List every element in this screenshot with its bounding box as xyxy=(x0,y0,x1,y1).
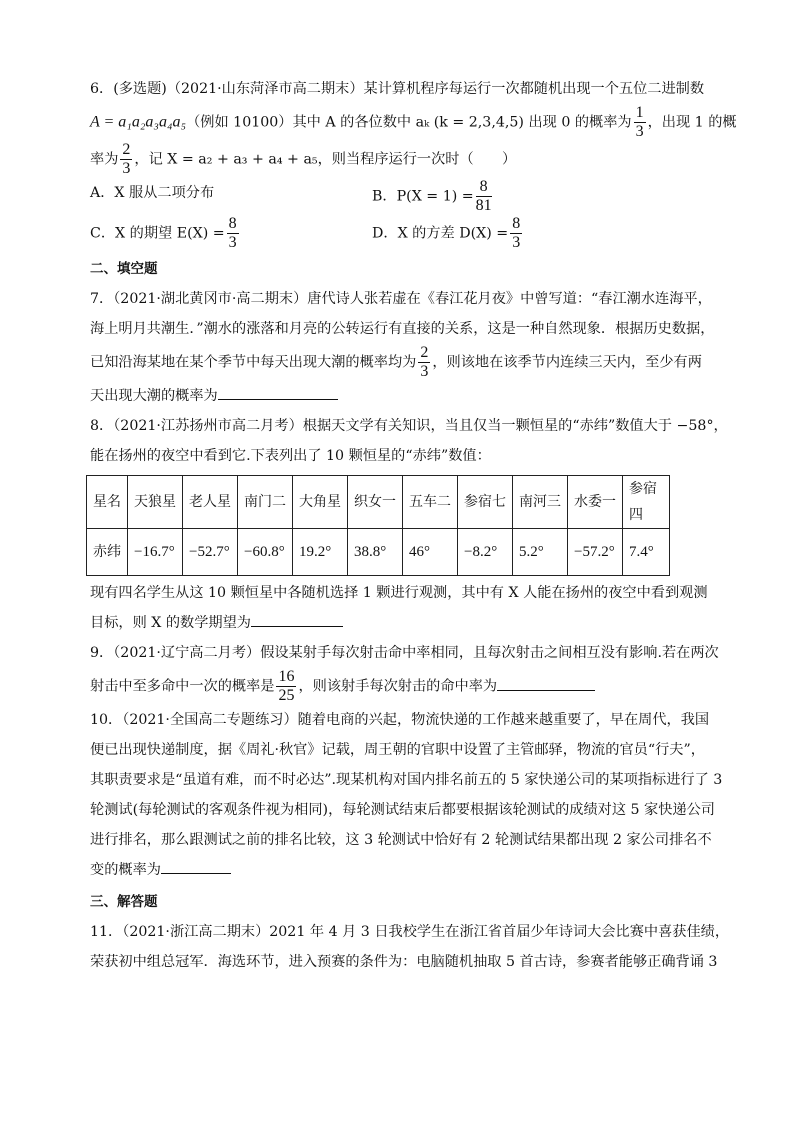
q6-option-c-den: 3 xyxy=(228,234,237,251)
q7-fraction xyxy=(418,344,430,381)
q9-line-2 xyxy=(90,668,770,705)
q6-option-c-label: C．X 的期望 E(X) = xyxy=(90,225,225,242)
table-cell: −52.7° xyxy=(183,529,238,576)
q6-prob-one-den: 3 xyxy=(122,160,131,177)
table-cell: 19.2° xyxy=(293,529,348,576)
document-page xyxy=(90,74,770,977)
q9-fraction xyxy=(276,668,296,705)
table-cell: 老人星 xyxy=(183,476,238,529)
table-cell: 南河三 xyxy=(513,476,568,529)
q8-line-3: 现有四名学生从这 10 颗恒星中各随机选择 1 颗进行观测，其中有 X 人能在扬州的夜空中看到观测 xyxy=(90,585,708,601)
q10-answer-blank[interactable] xyxy=(161,857,231,874)
table-cell: 水委一 xyxy=(568,476,623,529)
q8-line-1: 8．（2021·江苏扬州市高二月考）根据天文学有关知识，当且仅当一颗恒星的“赤纬”数值大于 −58°， xyxy=(90,418,728,434)
table-cell: 织女一 xyxy=(348,476,403,529)
table-cell: −8.2° xyxy=(458,529,513,576)
q6-options-row-1 xyxy=(90,178,770,215)
q10-line-2: 便已出现快递制度，据《周礼·秋官》记载，周王朝的官职中设置了主管邮驿，物流的官员“行夫”， xyxy=(90,742,705,758)
q6-line-3-tail: ，记 X = a₂ + a₃ + a₄ + a₅，则当程序运行一次时（ ） xyxy=(134,151,517,168)
q6-option-c-num: 8 xyxy=(228,215,237,232)
q10-line-4: 轮测试(每轮测试的客观条件视为相同)，每轮测试结束后都要根据该轮测试的成绩对这 5 家快递公司 xyxy=(90,802,715,818)
q9-line-1: 9．（2021·辽宁高二月考）假设某射手每次射击命中率相同，且每次射击之间相互没有影响.若在两次 xyxy=(90,645,719,661)
table-cell: 7.4° xyxy=(623,529,670,576)
q6-option-b xyxy=(372,178,654,215)
q7-line-3-tail: ，则该地在该季节内连续三天内，至少有两 xyxy=(432,354,702,371)
q6-option-a: A．X 服从二项分布 xyxy=(90,185,215,201)
q7-fraction-num: 2 xyxy=(420,344,429,361)
q6-option-c-fraction xyxy=(227,215,239,252)
q10-line-1: 10．（2021·全国高二专题练习）随着电商的兴起，物流快递的工作越来越重要了，早在周代，我国 xyxy=(90,712,710,728)
q9-fraction-num: 16 xyxy=(278,668,295,685)
table-cell: 5.2° xyxy=(513,529,568,576)
q6-line-2-tail: ，出现 1 的概 xyxy=(647,114,737,131)
table-cell: 天狼星 xyxy=(128,476,183,529)
q6-options-row-2 xyxy=(90,215,770,252)
q6-prob-one-fraction xyxy=(120,141,132,178)
q7-line-2: 海上明月共潮生．”潮水的涨落和月亮的公转运行有直接的关系，这是一种自然现象．根据历史数据， xyxy=(90,321,715,337)
q6-option-b-fraction xyxy=(476,178,492,215)
question-10 xyxy=(90,705,770,885)
table-cell: 五车二 xyxy=(403,476,458,529)
q6-option-b-den: 81 xyxy=(475,197,492,214)
q9-answer-blank[interactable] xyxy=(497,674,595,691)
q6-prob-zero-num: 1 xyxy=(635,104,644,121)
table-cell: 参宿四 xyxy=(623,476,670,529)
q6-option-d-label: D．X 的方差 D(X) = xyxy=(372,225,509,242)
q10-line-5: 进行排名，那么跟测试之前的排名比较，这 3 轮测试中恰好有 2 轮测试结果都出现 2 家公司排名不 xyxy=(90,832,712,848)
q10-line-6 xyxy=(90,855,770,885)
table-cell: 46° xyxy=(403,529,458,576)
q6-option-b-label: B．P(X = 1) = xyxy=(372,188,474,205)
table-cell: 38.8° xyxy=(348,529,403,576)
table-cell: 参宿七 xyxy=(458,476,513,529)
q9-line-2-tail: ，则该射手每次射击的命中率为 xyxy=(298,678,498,695)
section-solutions-heading: 三、解答题 xyxy=(90,894,158,910)
q6-prob-zero-fraction xyxy=(634,104,646,141)
q6-prob-zero-den: 3 xyxy=(635,123,644,140)
question-8 xyxy=(90,411,770,638)
question-6 xyxy=(90,74,770,252)
table-cell: 大角星 xyxy=(293,476,348,529)
q10-line-6-text: 变的概率为 xyxy=(90,862,161,878)
table-cell: 南门二 xyxy=(238,476,293,529)
question-7 xyxy=(90,284,770,411)
table-cell: −16.7° xyxy=(128,529,183,576)
q6-binary-number: A = a₁a₂a₃a₄a₅ xyxy=(90,113,187,131)
q6-line-2 xyxy=(90,104,770,141)
q6-option-d xyxy=(372,215,654,252)
q8-line-2: 能在扬州的夜空中看到它.下表列出了 10 颗恒星的“赤纬”数值： xyxy=(90,448,491,464)
q7-answer-blank[interactable] xyxy=(218,383,338,400)
q6-line-3-text: 率为 xyxy=(90,151,119,168)
q6-option-d-den: 3 xyxy=(512,234,521,251)
q7-line-4 xyxy=(90,381,770,411)
q7-fraction-den: 3 xyxy=(420,363,429,380)
question-11 xyxy=(90,917,770,977)
q7-line-4-text: 天出现大潮的概率为 xyxy=(90,388,218,404)
q8-line-4 xyxy=(90,608,770,638)
q6-option-d-num: 8 xyxy=(512,215,521,232)
q6-line-1: 6．(多选题)（2021·山东菏泽市高二期末）某计算机程序每运行一次都随机出现一个五位二进制数 xyxy=(90,81,705,97)
table-header-label: 星名 xyxy=(87,476,128,529)
q9-line-2-text: 射击中至多命中一次的概率是 xyxy=(90,678,275,695)
star-declination-table xyxy=(86,475,670,576)
q6-option-b-num: 8 xyxy=(476,178,492,197)
q6-line-3 xyxy=(90,141,770,178)
q8-answer-blank[interactable] xyxy=(251,610,343,627)
table-row xyxy=(87,529,670,576)
q8-line-4-text: 目标，则 X 的数学期望为 xyxy=(90,615,251,631)
q7-line-3-text: 已知沿海某地在某个季节中每天出现大潮的概率均为 xyxy=(90,354,417,371)
table-cell: −57.2° xyxy=(568,529,623,576)
q11-line-2: 荣获初中组总冠军．海选环节，进入预赛的条件为：电脑随机抽取 5 首古诗，参赛者能够正确背诵 3 xyxy=(90,954,718,970)
table-header-row xyxy=(87,476,670,529)
q9-fraction-den: 25 xyxy=(278,687,295,704)
question-9 xyxy=(90,638,770,705)
q10-line-3: 其职责要求是“虽道有难，而不时必达”.现某机构对国内排名前五的 5 家快递公司的某项指标进行了 3 xyxy=(90,772,723,788)
table-row-label: 赤纬 xyxy=(87,529,128,576)
table-cell: −60.8° xyxy=(238,529,293,576)
q6-option-c xyxy=(90,215,372,252)
q7-line-1: 7．（2021·湖北黄冈市·高二期末）唐代诗人张若虚在《春江花月夜》中曾写道：“春江潮水连海平， xyxy=(90,291,712,307)
q11-line-1: 11．（2021·浙江高二期末）2021 年 4 月 3 日我校学生在浙江省首届少年诗词大会比赛中喜获佳绩， xyxy=(90,924,730,940)
q6-option-d-fraction xyxy=(510,215,522,252)
q6-line-2-text: （例如 10100）其中 A 的各位数中 aₖ (k = 2,3,4,5) 出现 0 的概率为 xyxy=(186,114,632,131)
section-fill-in-heading: 二、填空题 xyxy=(90,261,158,277)
q6-prob-one-num: 2 xyxy=(122,141,131,158)
q7-line-3 xyxy=(90,344,770,381)
